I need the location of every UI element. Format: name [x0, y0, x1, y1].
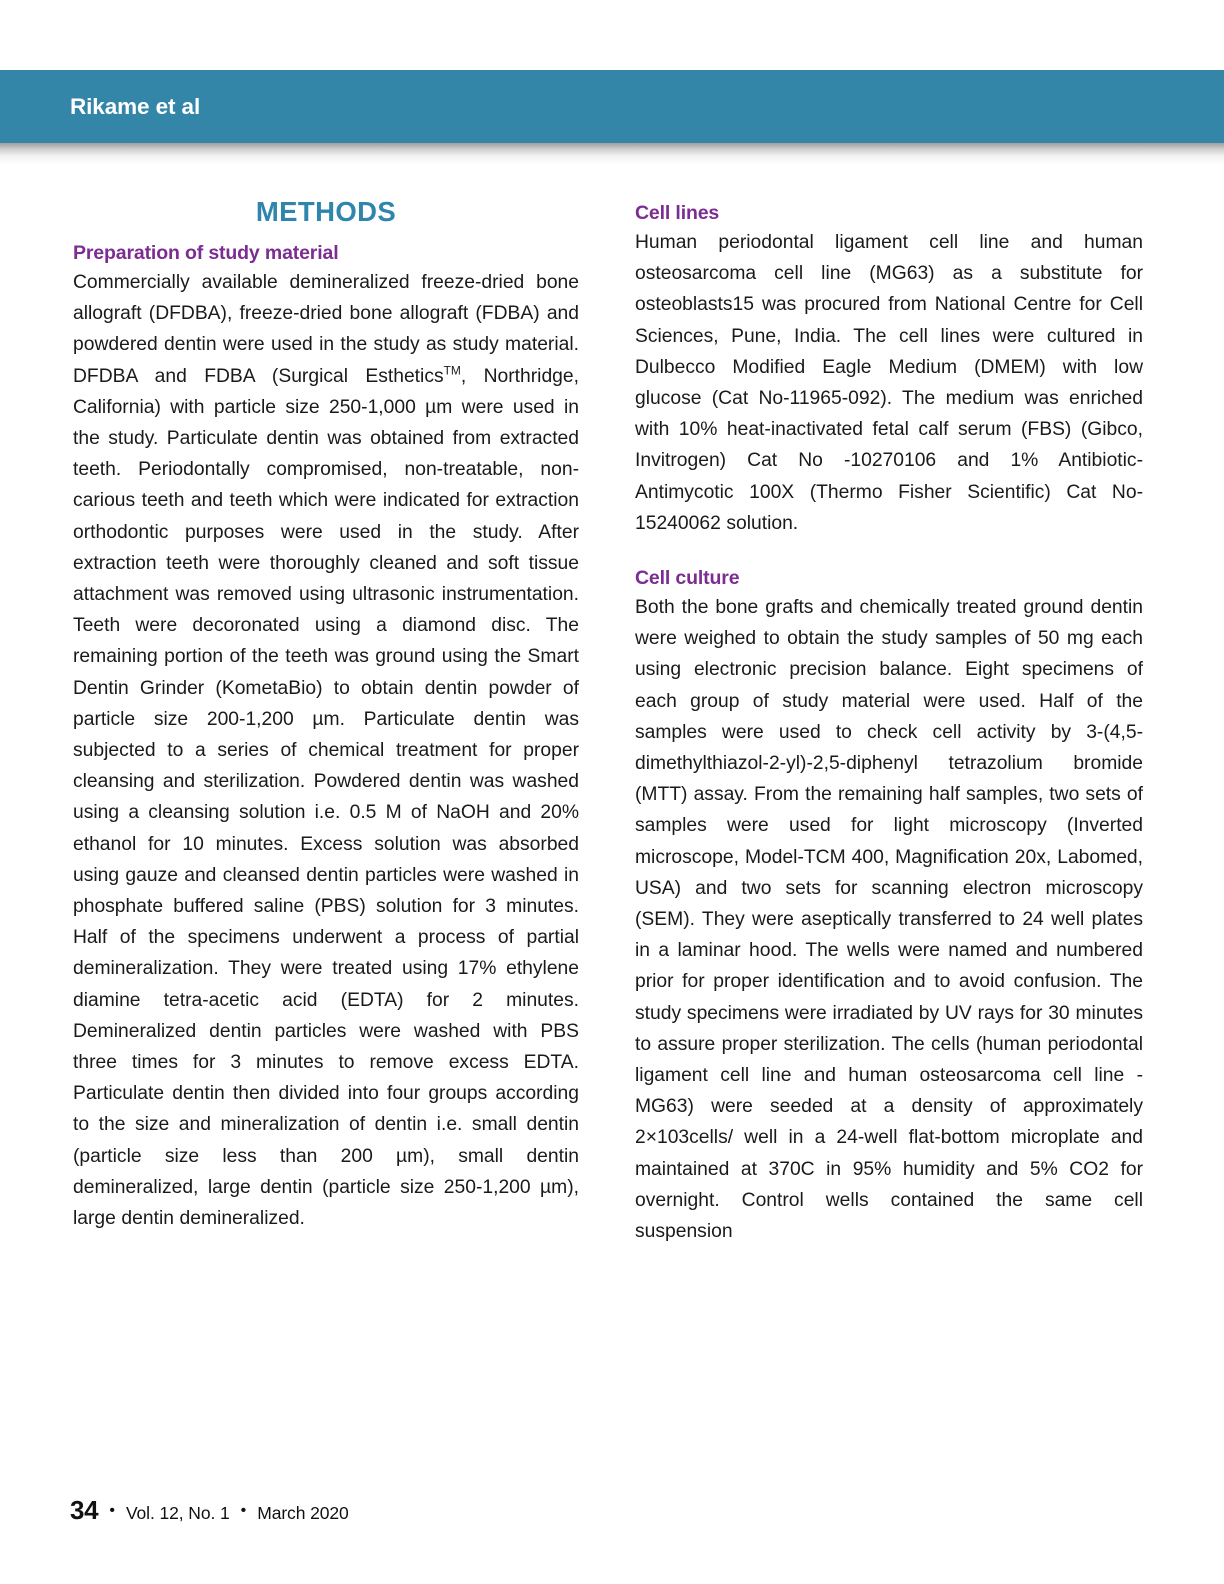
section-heading-cell-lines: Cell lines	[635, 202, 720, 224]
paragraph-preparation-of-study-material	[73, 267, 579, 1234]
left-column	[73, 196, 579, 1234]
footer-separator-1: •	[109, 1502, 115, 1519]
footer-separator-2: •	[240, 1502, 247, 1519]
section-heading-cell-culture: Cell culture	[635, 567, 740, 590]
paragraph-cell-culture: Both the bone grafts and chemically treated ground dentin were weighed to obtain the study samples of 50 mg each using electronic precision balance. Eight specimens of each group of study material were used. Half of the samples were used to check cell activity by 3-(4,5-dimethylthiazol-2-yl)-2,5-diphenyl tetrazolium bromide (MTT) assay. From the remaining half samples, two sets of samples were used for light microscopy (Inverted microscope, Model-TCM 400, Magnification 20x, Labomed, USA) and two sets for scanning electron microscopy (SEM). They were aseptically transferred to 24 well plates in a laminar hood. The wells were named and numbered prior for proper identification and to avoid confusion. The study specimens were irradiated by UV rays for 30 minutes to assure proper sterilization. The cells (human periodontal ligament cell line and human osteosarcoma cell line - MG63) were seeded at a density of approximately 2×103cells/ well in a 24-well flat-bottom microplate and maintained at 370C in 95% humidity and 5% CO2 for overnight. Control wells contained the same cell suspension	[635, 597, 1143, 1243]
paragraph-cell-lines: Human periodontal ligament cell line and human osteosarcoma cell line (MG63) as a substitute for osteoblasts15 was procured from National Centre for Cell Sciences, Pune, India. The cell lines were cultured in Dulbecco Modified Eagle Medium (DMEM) with low glucose (Cat No-11965-092). The medium was enriched with 10% heat-inactivated fetal calf serum (FBS) (Gibco, Invitrogen) Cat No -10270106 and 1% Antibiotic-Antimycotic 100X (Thermo Fisher Scientific) Cat No-15240062 solution.	[635, 232, 1143, 534]
section-heading-preparation-of-study-material: Preparation of study material	[73, 242, 339, 264]
trademark-symbol: TM	[443, 363, 461, 378]
right-column	[635, 196, 1143, 1247]
footer-page-number: 34	[70, 1495, 99, 1525]
footer-issue-date: March 2020	[257, 1503, 349, 1523]
paragraph-text-part-1: Commercially available demineralized freeze-dried bone allograft (DFDBA), freeze-dried bone allograft (FDBA) and powdered dentin were used in the study as study material. DFDBA and FDBA (Surgical Esthetics	[73, 272, 579, 387]
page-footer	[70, 1495, 349, 1526]
running-header-band	[0, 70, 1224, 143]
page-title: METHODS	[255, 196, 397, 227]
footer-volume-issue: Vol. 12, No. 1	[125, 1503, 230, 1523]
paragraph-text-part-2: , Northridge, California) with particle size 250-1,000 µm were used in the study. Particulate dentin was obtained from extracted teeth. Periodontally compromised, non-treatable, non-carious teeth and teeth which were indicated for extraction orthodontic purposes were used in the study. After extraction teeth were thoroughly cleaned and soft tissue attachment was removed using ultrasonic instrumentation. Teeth were decoronated using a diamond disc. The remaining portion of the teeth was ground using the Smart Dentin Grinder (KometaBio) to obtain dentin powder of particle size 200-1,200 µm. Particulate dentin was subjected to a series of chemical treatment for proper cleansing and sterilization. Powdered dentin was washed using a cleansing solution i.e. 0.5 M of NaOH and 20% ethanol for 10 minutes. Excess solution was absorbed using gauze and cleansed dentin particles were washed in phosphate buffered saline (PBS) solution for 3 minutes. Half of the specimens underwent a process of partial demineralization. They were treated using 17% ethylene diamine tetra-acetic acid (EDTA) for 2 minutes. Demineralized dentin particles were washed with PBS three times for 3 minutes to remove excess EDTA. Particulate dentin then divided into four groups according to the size and mineralization of dentin i.e. small dentin (particle size less than 200 µm), small dentin demineralized, large dentin (particle size 250-1,200 µm), large dentin demineralized.	[73, 365, 579, 1230]
running-header-title: Rikame et al	[70, 93, 201, 119]
